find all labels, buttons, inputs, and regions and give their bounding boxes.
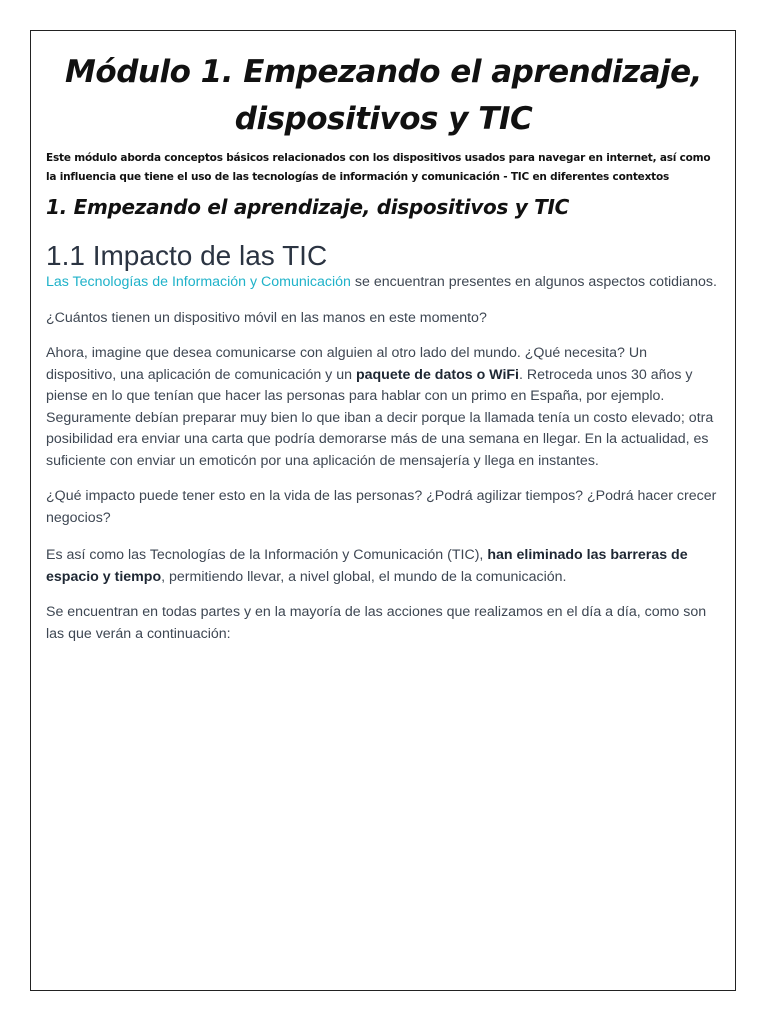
paragraph-5-bold: han eliminado las barreras de espacio y tiempo <box>46 547 688 585</box>
document-page <box>30 30 736 991</box>
paragraph-1-text: se encuentran presentes en algunos aspectos cotidianos. <box>350 274 717 290</box>
paragraph-3 <box>46 343 721 472</box>
page-content <box>46 49 721 645</box>
paragraph-3-text-b: . Retroceda unos 30 años y piense en lo que tenían que hacer las personas para hablar con un primo en España, por ejemplo. Seguramente debían preparar muy bien lo que iban a decir porque la llamada tenía un costo elevado; otra posibilidad era enviar una carta que podría demorarse más de una semana en llegar. En la actualidad, es suficiente con enviar un emoticón por una aplicación de mensajería y llega en instantes. <box>46 366 714 469</box>
paragraph-5-text-b: , permitiendo llevar, a nivel global, el mundo de la comunicación. <box>161 568 567 585</box>
section-heading: 1. Empezando el aprendizaje, dispositivos y TIC <box>46 195 570 219</box>
paragraph-3-text-a: Ahora, imagine que desea comunicarse con alguien al otro lado del mundo. ¿Qué necesita? Un dispositivo, una aplicación de comunicación y un <box>46 345 647 383</box>
paragraph-3-bold: paquete de datos o WiFi <box>355 366 519 383</box>
subsection-heading: 1.1 Impacto de las TIC <box>46 240 328 271</box>
tic-link[interactable]: Las Tecnologías de Información y Comunicación <box>46 274 351 290</box>
paragraph-5-text-a: Es así como las Tecnologías de la Información y Comunicación (TIC), <box>46 547 488 563</box>
paragraph-4: ¿Qué impacto puede tener esto en la vida de las personas? ¿Podrá agilizar tiempos? ¿Podrá hacer crecer negocios? <box>46 488 717 526</box>
paragraph-6: Se encuentran en todas partes y en la mayoría de las acciones que realizamos en el día a día, como son las que verán a continuación: <box>46 604 707 642</box>
paragraph-1 <box>46 272 721 294</box>
paragraph-5 <box>46 545 721 588</box>
module-intro: Este módulo aborda conceptos básicos relacionados con los dispositivos usados para navegar en internet, así como la influencia que tiene el uso de las tecnologías de información y comunicación - TIC en diferentes contextos <box>46 152 711 183</box>
paragraph-2: ¿Cuántos tienen un dispositivo móvil en las manos en este momento? <box>46 309 487 326</box>
module-title: Módulo 1. Empezando el aprendizaje, dispositivos y TIC <box>65 54 702 137</box>
